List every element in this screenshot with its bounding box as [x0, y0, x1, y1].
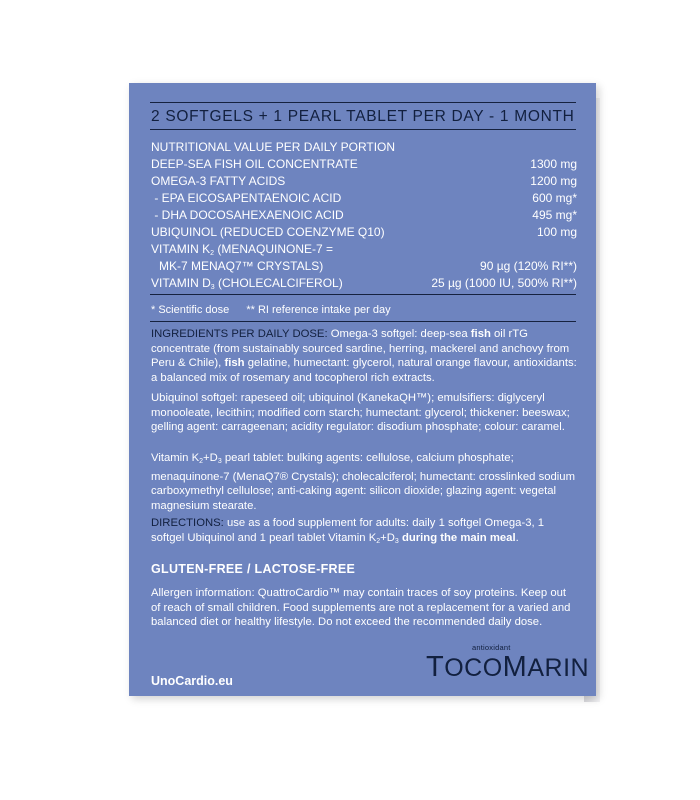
nutrition-row	[151, 173, 577, 190]
nutrient-value: 600 mg*	[532, 191, 577, 205]
nutrition-row	[151, 156, 577, 173]
nutrition-row-k2-line1	[151, 241, 577, 258]
directions-paragraph: DIRECTIONS: use as a food supplement for adults: daily 1 softgel Omega-3, 1 softgel Ubiquinol and 1 pearl tablet Vitamin K2+D3 during the main meal.	[151, 517, 545, 545]
nutrition-bottom-rule	[150, 294, 576, 295]
logo-wordmark: TOCOMARIN	[426, 651, 590, 683]
nutrient-value: 25 µg (1000 IU, 500% RI**)	[431, 276, 577, 290]
footnote-rule	[150, 321, 576, 322]
ingredients-paragraph: INGREDIENTS PER DAILY DOSE: Omega-3 softgel: deep-sea fish oil rTG concentrate (from sustainably sourced sardine, herring, mackerel and anchovy from Peru & Chile), fish gelatine, humectant: glycerol, natural orange flavour, antioxidants: a balanced mix of rosemary and tocopherol rich extracts.	[151, 328, 577, 384]
nutrition-row	[151, 224, 577, 241]
dosage-headline: 2 SOFTGELS + 1 PEARL TABLET PER DAY - 1 MONTH	[151, 108, 575, 125]
vitamin-tablet-paragraph: Vitamin K2+D3 pearl tablet: bulking agents: cellulose, calcium phosphate; menaquinone-7 (MenaQ7® Crystals); cholecalciferol; humectant: crosslinked sodium carboxymethyl cellulose; anti-caking agent: silicon dioxide; glazing agent: vegetal magnesium stearate.	[151, 452, 575, 512]
nutrient-label: UBIQUINOL (REDUCED COENZYME Q10)	[151, 225, 385, 239]
tocomarin-logo	[426, 643, 590, 688]
ingredients-heading: INGREDIENTS PER DAILY DOSE:	[151, 328, 328, 340]
nutrient-value: 1300 mg	[530, 157, 577, 171]
nutrition-title: NUTRITIONAL VALUE PER DAILY PORTION	[151, 140, 396, 154]
website-url: UnoCardio.eu	[151, 674, 233, 688]
nutrition-row-k2-line2	[151, 258, 577, 275]
nutrition-row	[151, 190, 577, 207]
nutrient-label: - EPA EICOSAPENTAENOIC ACID	[151, 191, 342, 205]
nutrient-value: 90 µg (120% RI**)	[480, 259, 577, 273]
nutrient-label: - DHA DOCOSAHEXAENOIC ACID	[151, 208, 344, 222]
nutrient-value: 1200 mg	[530, 174, 577, 188]
footnote-scientific: * Scientific dose	[151, 304, 230, 316]
nutrient-label: VITAMIN $K_2$ (MENAQUINONE-7 =	[151, 242, 334, 257]
nutrient-label: MK-7 MENAQ7™ CRYSTALS)	[159, 259, 324, 273]
nutrition-table	[151, 139, 577, 292]
nutrient-label: DEEP-SEA FISH OIL CONCENTRATE	[151, 157, 358, 171]
nutrient-label: OMEGA-3 FATTY ACIDS	[151, 174, 286, 188]
nutrient-value: 495 mg*	[532, 208, 577, 222]
directions-heading: DIRECTIONS:	[151, 517, 224, 529]
logo-tagline: antioxidant	[472, 643, 511, 652]
nutrient-label: VITAMIN $D_3$ (CHOLECALCIFEROL)	[151, 276, 343, 291]
nutrient-value: 100 mg	[536, 225, 577, 239]
gluten-lactose-free: GLUTEN-FREE / LACTOSE-FREE	[151, 562, 356, 576]
nutrition-title-row	[151, 139, 577, 156]
nutrition-row	[151, 207, 577, 224]
ubiquinol-paragraph: Ubiquinol softgel: rapeseed oil; ubiquinol (KanekaQH™); emulsifiers: diglyceryl monooleate, lecithin; modified corn starch; humectant: glycerol; thickener: beeswax; gelling agent: carrageenan; acidity regulator: disodium phosphate; colour: caramel.	[151, 392, 570, 434]
headline-rule	[150, 129, 576, 130]
top-rule	[150, 102, 576, 103]
footnote-ri: ** RI reference intake per day	[246, 304, 391, 316]
nutrition-row-d3	[151, 275, 577, 292]
allergen-paragraph: Allergen information: QuattroCardio™ may contain traces of soy proteins. Keep out of reach of small children. Food supplements are not a replacement for a varied and balanced diet or healthy lifestyle. Do not exceed the recommended daily dose.	[151, 587, 571, 629]
box-back-panel	[129, 83, 596, 696]
footnotes	[151, 304, 405, 316]
